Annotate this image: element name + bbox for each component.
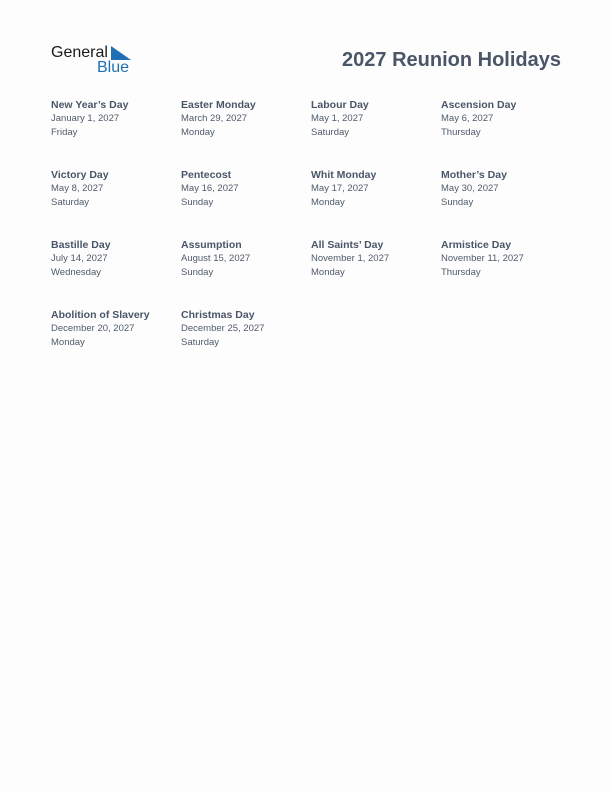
logo-text-general: General (51, 44, 108, 61)
holiday-item (441, 168, 571, 238)
holiday-date: May 16, 2027 (181, 183, 239, 194)
holiday-date: November 11, 2027 (441, 253, 524, 264)
holiday-date: December 20, 2027 (51, 323, 135, 334)
holiday-date: May 6, 2027 (441, 113, 494, 124)
holiday-item (181, 238, 311, 308)
holiday-weekday: Thursday (441, 127, 481, 138)
page-title: 2027 Reunion Holidays (342, 49, 561, 71)
holiday-item (441, 98, 571, 168)
holiday-date: May 1, 2027 (311, 113, 364, 124)
holiday-item (311, 98, 441, 168)
holiday-weekday: Monday (311, 267, 345, 278)
holiday-weekday: Saturday (311, 127, 350, 138)
holiday-name: All Saints’ Day (311, 239, 384, 251)
holiday-weekday: Sunday (441, 197, 474, 208)
holiday-item (181, 168, 311, 238)
holiday-weekday: Monday (51, 337, 85, 348)
holiday-item (51, 308, 181, 378)
holiday-name: Abolition of Slavery (51, 309, 150, 321)
holiday-weekday: Saturday (51, 197, 90, 208)
holiday-date: March 29, 2027 (181, 113, 248, 124)
holiday-name: Armistice Day (441, 239, 512, 251)
generalblue-logo (51, 44, 135, 78)
holiday-name: Whit Monday (311, 169, 377, 181)
holiday-name: Ascension Day (441, 99, 517, 111)
holiday-name: Assumption (181, 239, 242, 251)
holiday-item (51, 98, 181, 168)
holiday-weekday: Wednesday (51, 267, 101, 278)
holiday-name: New Year’s Day (51, 99, 129, 111)
holiday-date: November 1, 2027 (311, 253, 390, 264)
holiday-name: Mother’s Day (441, 169, 507, 181)
holiday-date: January 1, 2027 (51, 113, 120, 124)
holiday-item (181, 308, 311, 378)
holiday-weekday: Saturday (181, 337, 220, 348)
holiday-weekday: Sunday (181, 267, 214, 278)
holiday-item (311, 238, 441, 308)
holiday-date: May 17, 2027 (311, 183, 369, 194)
holiday-weekday: Sunday (181, 197, 214, 208)
logo-triangle-icon (111, 46, 131, 60)
holiday-name: Labour Day (311, 99, 369, 111)
holiday-weekday: Thursday (441, 267, 481, 278)
holiday-grid (51, 98, 571, 378)
holiday-item (441, 238, 571, 308)
holiday-date: December 25, 2027 (181, 323, 265, 334)
logo-text-blue: Blue (97, 59, 130, 76)
holiday-name: Victory Day (51, 169, 109, 181)
holiday-weekday: Friday (51, 127, 78, 138)
holiday-weekday: Monday (311, 197, 345, 208)
holiday-date: May 30, 2027 (441, 183, 499, 194)
holiday-item (311, 168, 441, 238)
holiday-item (51, 168, 181, 238)
holiday-name: Pentecost (181, 169, 232, 181)
holiday-item (181, 98, 311, 168)
holiday-weekday: Monday (181, 127, 215, 138)
holiday-date: May 8, 2027 (51, 183, 104, 194)
holiday-date: August 15, 2027 (181, 253, 251, 264)
holiday-name: Christmas Day (181, 309, 255, 321)
holiday-date: July 14, 2027 (51, 253, 108, 264)
holiday-name: Bastille Day (51, 239, 111, 251)
holiday-name: Easter Monday (181, 99, 256, 111)
holiday-item (51, 238, 181, 308)
